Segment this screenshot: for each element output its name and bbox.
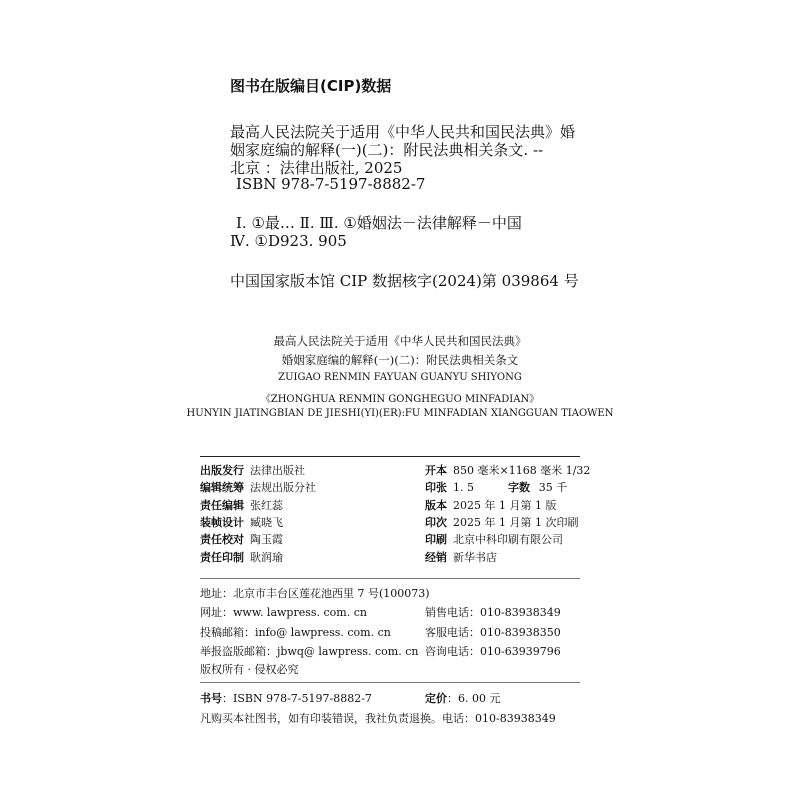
contacts-top-rule xyxy=(200,578,580,579)
right-label: 版本 xyxy=(425,498,447,512)
title-cn-line-1: 最高人民法院关于适用《中华人民共和国民法典》 xyxy=(273,334,527,348)
right-value: 新华书店 xyxy=(453,550,497,564)
cip-isbn: ISBN 978-7-5197-8882-7 xyxy=(236,175,426,193)
footer-top-rule xyxy=(200,682,580,683)
cip-classification-2: Ⅳ. ①D923. 905 xyxy=(230,232,347,250)
service-phone: 客服电话：010-83938350 xyxy=(425,626,561,639)
left-value: 法律出版社 xyxy=(250,464,305,477)
consult-phone: 咨询电话：010-63939796 xyxy=(425,645,561,658)
left-label: 责任印制 xyxy=(200,550,244,564)
right-row xyxy=(425,479,474,495)
right-label: 经销 xyxy=(425,550,447,564)
word-count-label: 字数 xyxy=(508,481,530,494)
left-value: 耿润瑜 xyxy=(250,550,283,564)
colophon-word-count xyxy=(508,479,567,495)
left-row xyxy=(200,531,283,547)
left-label: 责任编辑 xyxy=(200,498,244,512)
title-pinyin-line-3: HUNYIN JIATINGBIAN DE JIESHI(YI)(ER):FU MINFADIAN XIANGGUAN TIAOWEN xyxy=(186,408,614,419)
title-pinyin-line-1: ZUIGAO RENMIN FAYUAN GUANYU SHIYONG xyxy=(278,372,522,383)
right-row xyxy=(425,514,578,530)
left-value: 张红蕊 xyxy=(250,498,283,512)
cip-heading: 图书在版编目(CIP)数据 xyxy=(230,77,392,95)
left-value: 臧晓飞 xyxy=(250,515,283,529)
cip-title-line-1: 最高人民法院关于适用《中华人民共和国民法典》婚 xyxy=(230,123,576,141)
right-value: 2025 年 1 月第 1 版 xyxy=(453,498,557,512)
right-row xyxy=(425,462,590,478)
left-row xyxy=(200,497,283,513)
left-label: 责任校对 xyxy=(200,533,244,547)
left-row xyxy=(200,549,283,565)
price-label: 定价 xyxy=(425,692,447,705)
right-value: 2025 年 1 月第 1 次印刷 xyxy=(453,515,579,529)
right-label: 印次 xyxy=(425,515,447,529)
cip-classification-1: Ⅰ. ①最… Ⅱ. Ⅲ. ①婚姻法－法律解释－中国 xyxy=(236,214,522,232)
address: 地址：北京市丰台区莲花池西里 7 号(100073) xyxy=(200,587,430,600)
right-label: 印张 xyxy=(425,481,447,495)
cip-verification: 中国国家版本馆 CIP 数据核字(2024)第 039864 号 xyxy=(230,272,579,290)
title-cn-line-2: 婚姻家庭编的解释(一)(二)：附民法典相关条文 xyxy=(281,353,519,367)
cip-publisher-line: 北京 ：法律出版社, 2025 xyxy=(230,159,403,177)
rights-notice: 版权所有 · 侵权必究 xyxy=(200,663,299,676)
left-row xyxy=(200,514,283,530)
left-value: 陶玉霞 xyxy=(250,533,283,547)
left-label: 编辑统筹 xyxy=(200,481,244,495)
price xyxy=(425,690,501,706)
title-pinyin-line-2: 《ZHONGHUA RENMIN GONGHEGUO MINFADIAN》 xyxy=(260,394,540,405)
right-value: 北京中科印刷有限公司 xyxy=(453,533,563,547)
price-value: ：6. 00 元 xyxy=(447,692,501,705)
book-number-label: 书号 xyxy=(200,692,222,705)
right-value: 850 毫米×1168 毫米 1/32 xyxy=(453,464,591,477)
left-row xyxy=(200,479,316,495)
left-value: 法规出版分社 xyxy=(250,481,316,495)
colophon-top-rule xyxy=(200,456,580,457)
piracy-report-email: 举报盗版邮箱：jbwq@ lawpress. com. cn xyxy=(200,645,419,658)
website: 网址：www. lawpress. com. cn xyxy=(200,606,367,619)
right-row xyxy=(425,497,556,513)
book-number xyxy=(200,690,372,706)
book-number-value: ：ISBN 978-7-5197-8882-7 xyxy=(222,692,372,705)
left-label: 出版发行 xyxy=(200,464,244,477)
left-row xyxy=(200,462,305,478)
right-row xyxy=(425,531,563,547)
right-label: 印刷 xyxy=(425,533,447,547)
return-notice: 凡购买本社图书，如有印装错误，我社负责退换。电话：010-83938349 xyxy=(200,712,556,725)
submission-email: 投稿邮箱：info@ lawpress. com. cn xyxy=(200,626,391,639)
cip-title-line-2: 姻家庭编的解释(一)(二)：附民法典相关条文. -- xyxy=(230,141,544,159)
right-value: 1. 5 xyxy=(453,481,474,495)
right-label: 开本 xyxy=(425,464,447,477)
right-row xyxy=(425,549,497,565)
left-label: 装帧设计 xyxy=(200,515,244,529)
sales-phone: 销售电话：010-83938349 xyxy=(425,606,561,619)
word-count-value: 35 千 xyxy=(538,481,568,494)
